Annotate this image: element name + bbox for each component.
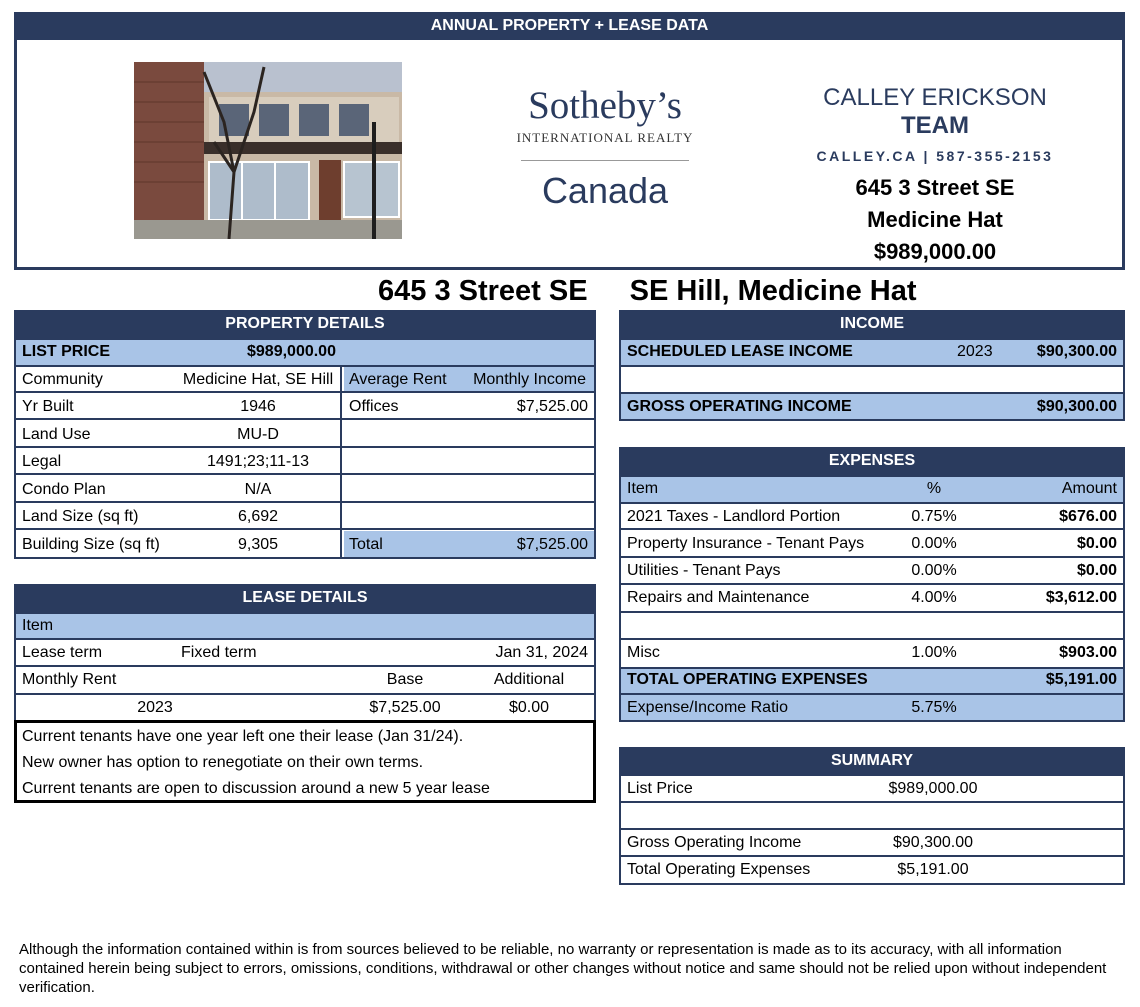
expense-item: Misc: [627, 644, 660, 661]
scheduled-income-year: 2023: [957, 343, 993, 360]
summary-heading-text: SUMMARY: [830, 752, 914, 769]
expense-item: 2021 Taxes - Landlord Portion: [627, 508, 841, 525]
team-name: [800, 84, 1070, 140]
summary-total-exp-value: $5,191.00: [897, 861, 969, 878]
expense-pct: 4.00%: [911, 589, 957, 606]
summary-gross-value: $90,300.00: [892, 834, 974, 851]
expense-amount: $903.00: [1059, 644, 1117, 661]
banner-title: ANNUAL PROPERTY + LEASE DATA: [430, 17, 709, 34]
lease-additional-value: $0.00: [508, 699, 550, 716]
property-value: Medicine Hat, SE Hill: [182, 371, 334, 388]
disclaimer: Although the information contained within is from sources believed to be reliable, no warranty or representation is made as to its accuracy, with all information contained herein being subject to errors, omissions, conditions, withdrawal or other changes without notice and same should not be relied upon without independent verification.: [19, 941, 1107, 996]
property-label: Land Size (sq ft): [22, 508, 139, 525]
property-label: Building Size (sq ft): [22, 536, 160, 553]
rent-row-value: $7,525.00: [516, 398, 588, 415]
property-label: Land Use: [22, 426, 91, 443]
ratio-value: 5.75%: [911, 699, 957, 716]
ratio-label: Expense/Income Ratio: [627, 699, 788, 716]
expense-amount: $0.00: [1076, 562, 1117, 579]
gross-income-label: GROSS OPERATING INCOME: [627, 398, 852, 415]
page-title: [378, 274, 916, 308]
income-heading: [619, 310, 1125, 338]
header-address-line2: Medicine Hat: [867, 207, 1003, 232]
sothebys-subtitle: INTERNATIONAL REALTY: [516, 130, 694, 145]
team-name-light: CALLEY ERICKSON: [823, 84, 1047, 111]
lease-additional-label: Additional: [493, 671, 565, 688]
property-label: Condo Plan: [22, 481, 106, 498]
expense-amount: $0.00: [1076, 535, 1117, 552]
expense-item: Utilities - Tenant Pays: [627, 562, 781, 579]
property-label: Yr Built: [22, 398, 74, 415]
lease-heading: [14, 584, 596, 612]
lease-term-type: Fixed term: [181, 644, 257, 661]
expenses-col-amount: Amount: [1061, 480, 1117, 497]
lease-rent-label: Monthly Rent: [22, 671, 117, 688]
property-value: 9,305: [237, 536, 279, 553]
rent-row-label: Offices: [349, 398, 399, 415]
lease-note: Current tenants are open to discussion around a new 5 year lease: [22, 780, 490, 797]
lease-heading-text: LEASE DETAILS: [242, 589, 368, 606]
lease-base-label: Base: [386, 671, 424, 688]
team-name-bold: TEAM: [901, 112, 969, 139]
lease-note: Current tenants have one year left one their lease (Jan 31/24).: [22, 728, 464, 745]
summary-gross-label: Gross Operating Income: [627, 834, 802, 851]
property-value: 1946: [240, 398, 276, 415]
sothebys-logo: [505, 84, 705, 211]
summary-total-exp-label: Total Operating Expenses: [627, 861, 811, 878]
list-price-label: LIST PRICE: [22, 343, 111, 360]
expense-item: Property Insurance - Tenant Pays: [627, 535, 865, 552]
sothebys-wordmark: Sotheby’s: [528, 84, 682, 127]
total-expenses-value: $5,191.00: [1045, 671, 1117, 688]
team-contact: CALLEY.CA | 587-355-2153: [816, 148, 1054, 164]
lease-note: New owner has option to renegotiate on their own terms.: [22, 754, 424, 771]
expenses-heading: [619, 447, 1125, 475]
lease-base-value: $7,525.00: [369, 699, 441, 716]
expenses-col-pct: %: [926, 480, 942, 497]
rent-total-label: Total: [349, 536, 383, 553]
lease-term-date: Jan 31, 2024: [495, 644, 588, 661]
expense-pct: 1.00%: [911, 644, 957, 661]
lease-item-label: Item: [22, 617, 54, 634]
property-heading: [14, 310, 596, 338]
property-label: Community: [22, 371, 103, 388]
income-blank-row: [619, 365, 1125, 394]
title-area: SE Hill, Medicine Hat: [629, 275, 917, 307]
header-address-line1: 645 3 Street SE: [855, 175, 1015, 200]
header-price: $989,000.00: [873, 239, 997, 264]
list-price-value: $989,000.00: [247, 343, 336, 360]
property-value: N/A: [244, 481, 272, 498]
summary-list-price-label: List Price: [627, 780, 693, 797]
lease-year: 2023: [137, 699, 173, 716]
lease-item-row: [14, 612, 596, 640]
property-value: 1491;23;11-13: [206, 453, 309, 470]
sothebys-country: Canada: [541, 170, 669, 211]
expenses-heading-text: EXPENSES: [828, 452, 916, 469]
lease-term-label: Lease term: [22, 644, 103, 661]
property-label: Legal: [22, 453, 62, 470]
property-photo: [134, 62, 402, 239]
expense-amount: $3,612.00: [1045, 589, 1117, 606]
expense-pct: 0.00%: [911, 535, 957, 552]
expense-item: Repairs and Maintenance: [627, 589, 810, 606]
expense-pct: 0.00%: [911, 562, 957, 579]
property-value: 6,692: [237, 508, 279, 525]
rent-total-value: $7,525.00: [516, 536, 588, 553]
expense-amount: $676.00: [1059, 508, 1117, 525]
property-value: MU-D: [237, 426, 279, 443]
scheduled-income-label: SCHEDULED LEASE INCOME: [627, 343, 853, 360]
expense-pct: 0.75%: [911, 508, 957, 525]
scheduled-income-value: $90,300.00: [1036, 343, 1117, 360]
team-logo: [800, 84, 1070, 164]
header-address: [800, 172, 1070, 268]
rent-header-col1: Average Rent: [349, 371, 447, 388]
summary-list-price-value: $989,000.00: [888, 780, 978, 797]
expenses-col-item: Item: [627, 480, 659, 497]
rent-header-col2: Monthly Income: [473, 371, 586, 388]
summary-heading: [619, 747, 1125, 775]
title-address: 645 3 Street SE: [378, 275, 588, 307]
property-heading-text: PROPERTY DETAILS: [225, 315, 385, 332]
income-heading-text: INCOME: [840, 315, 904, 332]
total-expenses-label: TOTAL OPERATING EXPENSES: [627, 671, 868, 688]
sothebys-divider: [521, 160, 689, 161]
banner: [14, 12, 1125, 40]
gross-income-value: $90,300.00: [1036, 398, 1117, 415]
